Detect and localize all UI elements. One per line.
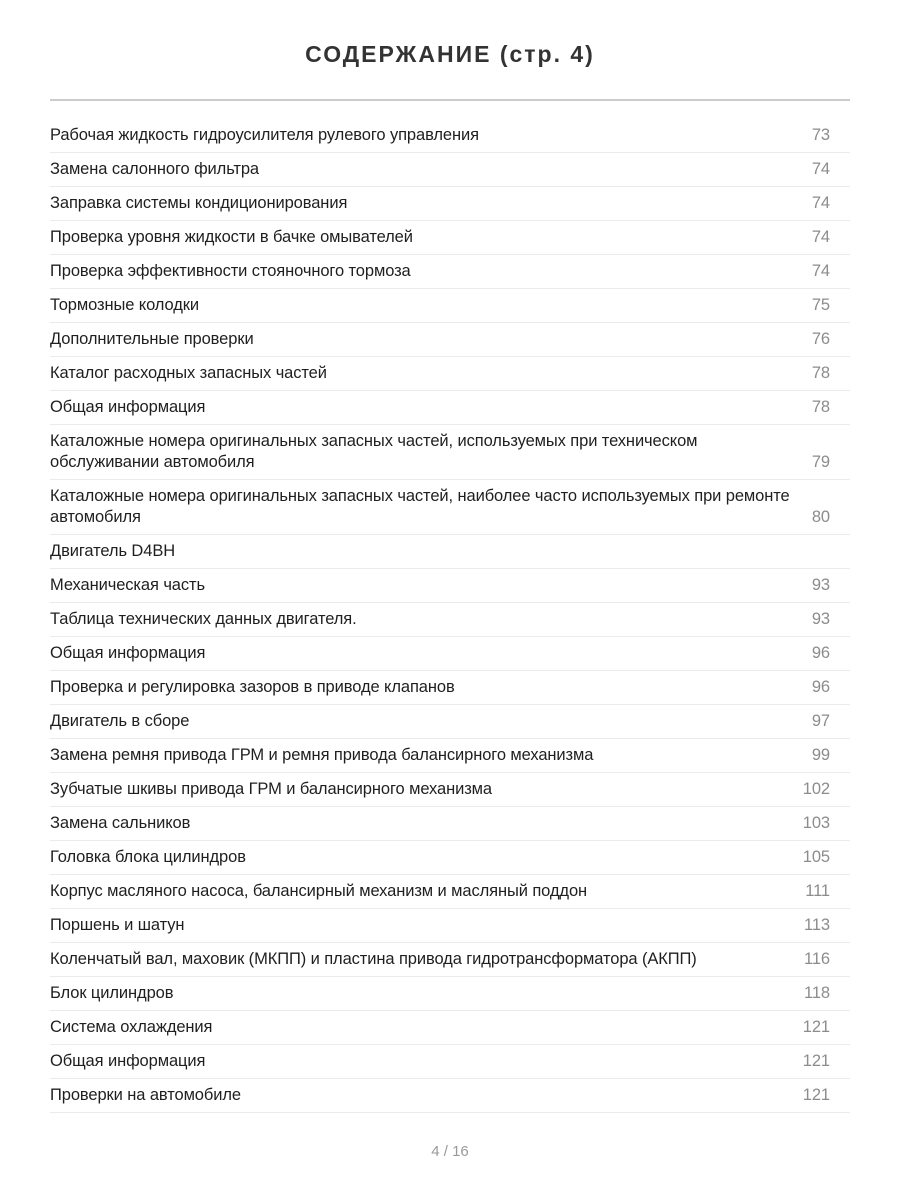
toc-entry-label: Двигатель D4BH [50,542,176,560]
toc-row [50,1045,850,1079]
toc-entry-page: 93 [811,576,830,594]
toc-row [50,977,850,1011]
toc-entry-page: 121 [802,1052,830,1070]
toc-entry-label: Общая информация [50,644,206,662]
toc-row [50,323,850,357]
toc-row [50,1079,850,1113]
toc-entry-page: 99 [811,746,830,764]
toc-row [50,909,850,943]
toc-entry-page: 79 [811,453,830,471]
toc-entry-page: 74 [811,228,830,246]
toc-entry-label: Тормозные колодки [50,296,199,314]
toc-entry-label: Головка блока цилиндров [50,848,246,866]
toc-row [50,391,850,425]
toc-entry-page: 103 [802,814,830,832]
toc-entry-page: 118 [803,984,830,1002]
toc-entry-page: 102 [802,780,830,798]
toc-entry-page: 73 [811,126,830,144]
toc-row [50,841,850,875]
toc-entry-label: Зубчатые шкивы привода ГРМ и балансирного механизма [50,780,492,798]
toc-entry-label: Общая информация [50,1052,206,1070]
toc-row [50,943,850,977]
toc-entry-page: 96 [811,644,830,662]
toc-row [50,153,850,187]
toc-entry-label: Блок цилиндров [50,984,174,1002]
toc-entry-label: Проверка эффективности стояночного тормоза [50,262,411,280]
toc-entry-page: 116 [803,950,830,968]
toc-row [50,569,850,603]
toc-entry-page: 105 [802,848,830,866]
toc-entry-label: Система охлаждения [50,1018,213,1036]
toc-entry-label: Замена сальников [50,814,191,832]
toc-list [50,119,850,1113]
toc-entry-page: 74 [811,262,830,280]
toc-entry-label: Дополнительные проверки [50,330,254,348]
toc-entry-label: Таблица технических данных двигателя. [50,610,357,628]
page-indicator: 4 / 16 [431,1143,469,1160]
toc-entry-label: Каталожные номера оригинальных запасных частей, используемых при техническом обслуживании автомобиля [50,432,698,471]
toc-entry-label: Поршень и шатун [50,916,185,934]
toc-entry-label: Проверка уровня жидкости в бачке омывателей [50,228,413,246]
toc-entry-label: Коленчатый вал, маховик (МКПП) и пластина привода гидротрансформатора (АКПП) [50,950,697,968]
toc-row [50,480,850,535]
toc-entry-page: 75 [811,296,830,314]
toc-entry-page: 93 [811,610,830,628]
toc-row [50,425,850,480]
toc-entry-label: Корпус масляного насоса, балансирный механизм и масляный поддон [50,882,588,900]
toc-row [50,187,850,221]
toc-entry-page: 76 [811,330,830,348]
toc-entry-label: Замена ремня привода ГРМ и ремня привода балансирного механизма [50,746,594,764]
toc-entry-label: Каталожные номера оригинальных запасных частей, наиболее часто используемых при ремонте автомобиля [50,487,790,526]
toc-row [50,875,850,909]
toc-entry-page: 97 [811,712,830,730]
toc-entry-page: 96 [811,678,830,696]
toc-row [50,255,850,289]
toc-entry-label: Проверка и регулировка зазоров в приводе клапанов [50,678,455,696]
page-title: СОДЕРЖАНИЕ (стр. 4) [305,41,595,67]
toc-row [50,535,850,569]
toc-entry-label: Рабочая жидкость гидроусилителя рулевого управления [50,126,479,144]
toc-row [50,671,850,705]
toc-entry-label: Двигатель в сборе [50,712,190,730]
toc-row [50,637,850,671]
toc-entry-page: 74 [811,194,830,212]
toc-entry-label: Механическая часть [50,576,205,594]
title-divider [50,99,850,101]
toc-row [50,119,850,153]
toc-entry-page: 113 [803,916,830,934]
toc-row [50,773,850,807]
toc-row [50,357,850,391]
toc-entry-label: Общая информация [50,398,206,416]
toc-entry-label: Каталог расходных запасных частей [50,364,327,382]
toc-entry-page: 74 [811,160,830,178]
toc-entry-page: 121 [802,1018,830,1036]
toc-entry-label: Проверки на автомобиле [50,1086,241,1104]
toc-entry-label: Замена салонного фильтра [50,160,260,178]
toc-row [50,1011,850,1045]
toc-entry-page: 80 [811,508,830,526]
toc-row [50,739,850,773]
toc-entry-page: 78 [811,398,830,416]
toc-row [50,807,850,841]
toc-row [50,289,850,323]
toc-entry-page: 78 [811,364,830,382]
toc-row [50,221,850,255]
toc-row [50,603,850,637]
toc-row [50,705,850,739]
toc-entry-page: 111 [805,882,830,900]
toc-entry-page: 121 [802,1086,830,1104]
toc-entry-label: Заправка системы кондиционирования [50,194,348,212]
